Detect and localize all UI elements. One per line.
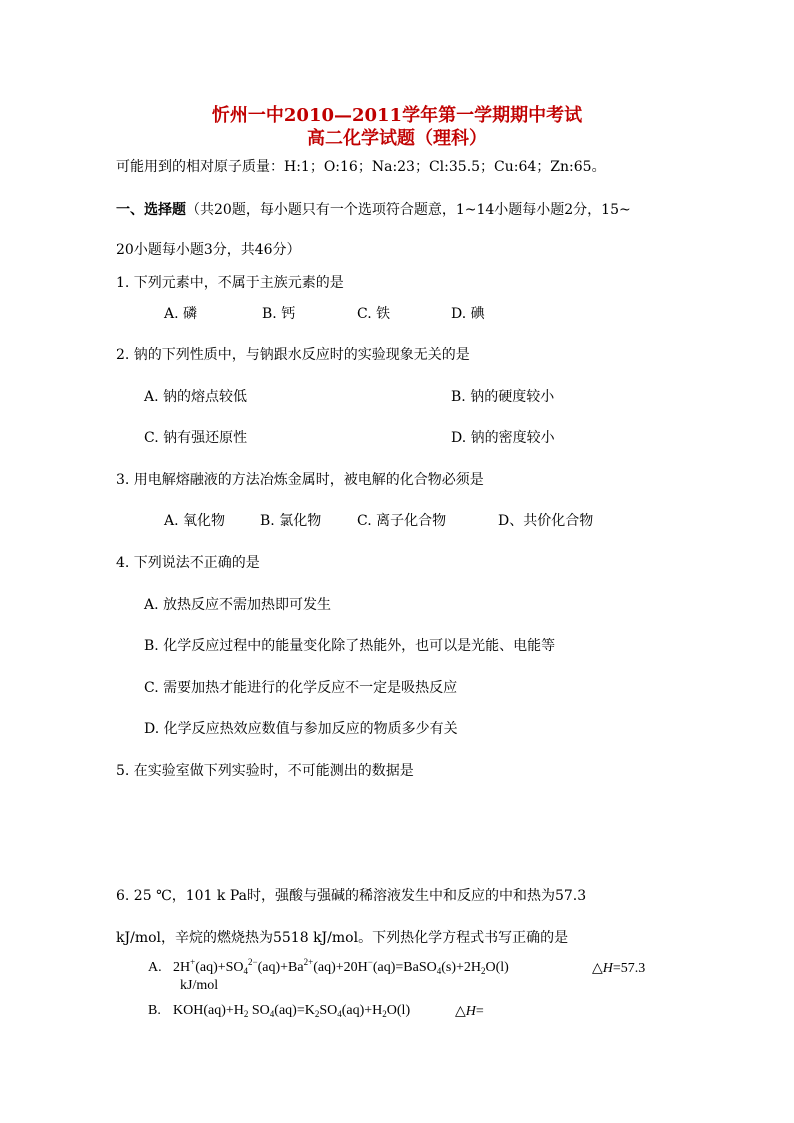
q6-option-a-unit: kJ/mol [180,978,219,993]
section-instructions-2: 20小题每小题3分，共46分） [116,242,301,258]
q6-option-a-enthalpy: △H=57.3 [592,961,646,976]
q2-option-c: C. 钠有强还原性 [144,430,248,446]
q1-option-b: B. 钙 [262,306,296,322]
q6-option-b-equation: $KOH(aq)+H_2$ $SO_4(aq)=K_2SO_4(aq)+H_2O(l)$ [173,1003,411,1019]
section-label: 一、选择题 [116,202,186,218]
q2-option-d: D. 钠的密度较小 [451,430,555,446]
q1-option-a: A. 磷 [164,306,198,322]
question-3-stem: 3. 用电解熔融液的方法冶炼金属时，被电解的化合物必须是 [116,472,484,488]
q3-option-b: B. 氯化物 [260,513,322,529]
question-2-stem: 2. 钠的下列性质中，与钠跟水反应时的实验现象无关的是 [116,347,470,363]
q6-option-a-label: A. [148,960,162,975]
exam-title: 忻州一中2010—2011学年第一学期期中考试 [211,105,583,126]
section-heading [116,199,631,219]
q4-option-d: D. 化学反应热效应数值与参加反应的物质多少有关 [144,721,458,737]
q4-option-c: C. 需要加热才能进行的化学反应不一定是吸热反应 [144,680,458,696]
q1-option-d: D. 碘 [451,306,485,322]
q6-option-a-equation: $2H^+(aq)+SO_4^{2-}(aq)+Ba^{2+}(aq)+20H^-(aq)=BaSO_4(s)+2H_2O(l)$ [173,957,509,976]
q4-option-a: A. 放热反应不需加热即可发生 [144,597,332,613]
question-6-stem-1: 6. 25 ℃，101 k Pa时，强酸与强碱的稀溶液发生中和反应的中和热为57.3 [116,888,587,904]
q1-option-c: C. 铁 [357,306,391,322]
q3-option-c: C. 离子化合物 [357,513,447,529]
q6-option-b-label: B. [148,1003,161,1018]
atomic-masses-note: 可能用到的相对原子质量：H:1；O:16；Na:23；Cl:35.5；Cu:64；Zn:65。 [116,159,606,175]
question-5-stem: 5. 在实验室做下列实验时，不可能测出的数据是 [116,763,414,779]
q2-option-a: A. 钠的熔点较低 [144,389,248,405]
q3-option-a: A. 氧化物 [164,513,226,529]
question-4-stem: 4. 下列说法不正确的是 [116,555,260,571]
q3-option-d: D、共价化合物 [498,513,594,529]
question-6-stem-2: kJ/mol，辛烷的燃烧热为5518 kJ/mol。下列热化学方程式书写正确的是 [116,930,569,946]
q6-option-b-enthalpy: △H= [455,1004,484,1019]
exam-subtitle: 高二化学试题（理科） [307,128,487,149]
q2-option-b: B. 钠的硬度较小 [451,389,555,405]
section-instructions-1: （共20题，每小题只有一个选项符合题意，1~14小题每小题2分，15~ [186,202,631,218]
q4-option-b: B. 化学反应过程中的能量变化除了热能外，也可以是光能、电能等 [144,638,556,654]
question-1-stem: 1. 下列元素中，不属于主族元素的是 [116,275,344,291]
